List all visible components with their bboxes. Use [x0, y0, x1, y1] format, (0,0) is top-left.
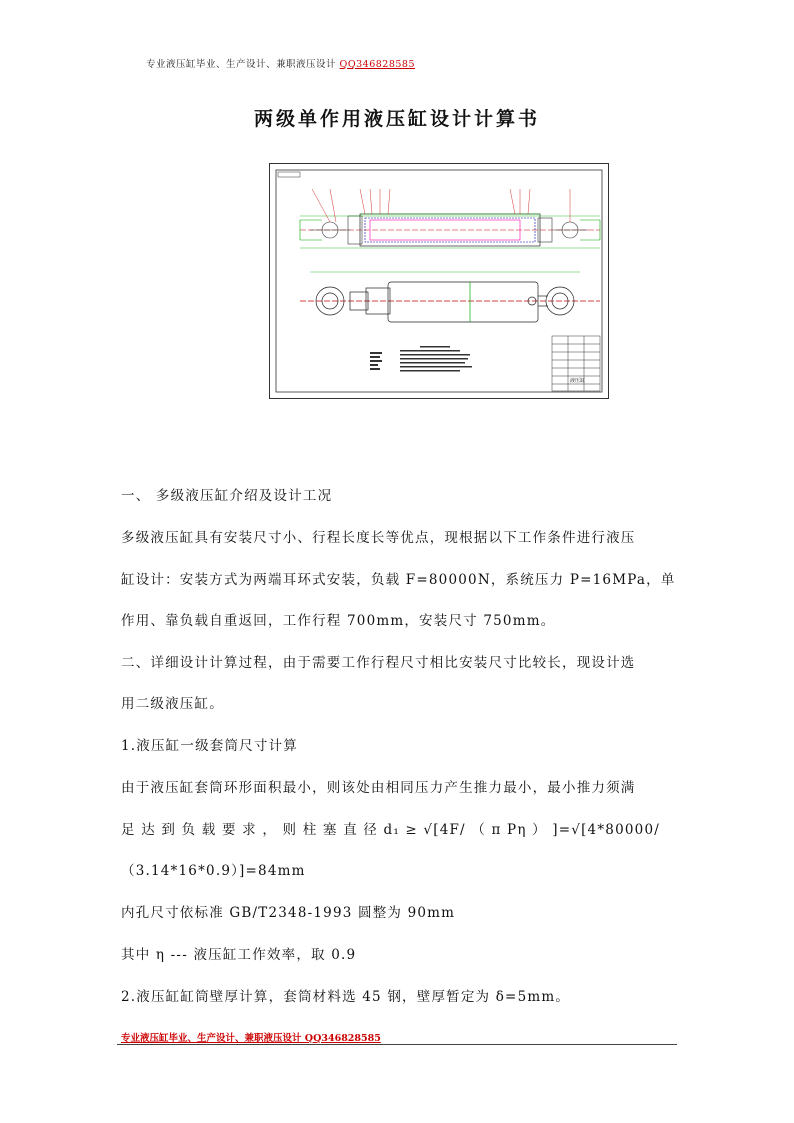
- subsection1-line2: 足 达 到 负 载 要 求 ， 则 柱 塞 直 径 d₁ ≥ √[4F/ （ π Pη ） ]=√[4*80000/: [121, 822, 660, 838]
- section1-heading: 一、 多级液压缸介绍及设计工况: [121, 488, 333, 504]
- section1-line1: 多级液压缸具有安装尺寸小、行程长度长等优点，现根据以下工作条件进行液压: [121, 530, 636, 546]
- section2-line1: 二、详细设计计算过程，由于需要工作行程尺寸相比安装尺寸比较长，现设计选: [121, 655, 636, 671]
- page-header: [146, 56, 415, 70]
- section2-line2: 用二级液压缸。: [121, 696, 224, 712]
- subsection1-line4: 内孔尺寸依标准 GB/T2348-1993 圆整为 90mm: [121, 905, 456, 921]
- header-qq-link[interactable]: QQ346828585: [339, 59, 416, 70]
- subsection1-line1: 由于液压缸套筒环形面积最小，则该处由相同压力产生推力最小，最小推力须满: [121, 780, 636, 796]
- subsection1-heading: 1.液压缸一级套筒尺寸计算: [121, 738, 298, 754]
- subsection2-heading: 2.液压缸缸筒壁厚计算，套筒材料选 45 钢，壁厚暂定为 δ=5mm。: [121, 989, 571, 1005]
- subsection1-line5: 其中 η --- 液压缸工作效率，取 0.9: [121, 947, 357, 963]
- subsection1-line3: （3.14*16*0.9）]=84mm: [121, 863, 306, 879]
- header-text: 专业液压缸毕业、生产设计、兼职液压设计: [146, 59, 337, 70]
- cylinder-drawing-svg: [270, 164, 608, 398]
- drawing-title-text: 液压缸: [570, 378, 586, 384]
- engineering-drawing: [269, 163, 609, 399]
- section1-line3: 作用、靠负载自重返回，工作行程 700mm，安装尺寸 750mm。: [121, 613, 556, 629]
- page-footer-link[interactable]: 专业液压缸毕业、生产设计、兼职液压设计 QQ346828585: [121, 1033, 381, 1044]
- section1-line2: 缸设计：安装方式为两端耳环式安装，负载 F=80000N，系统压力 P=16MPa，单: [121, 572, 676, 588]
- footer-divider: [117, 1044, 677, 1045]
- document-title: 两级单作用液压缸设计计算书: [253, 108, 540, 130]
